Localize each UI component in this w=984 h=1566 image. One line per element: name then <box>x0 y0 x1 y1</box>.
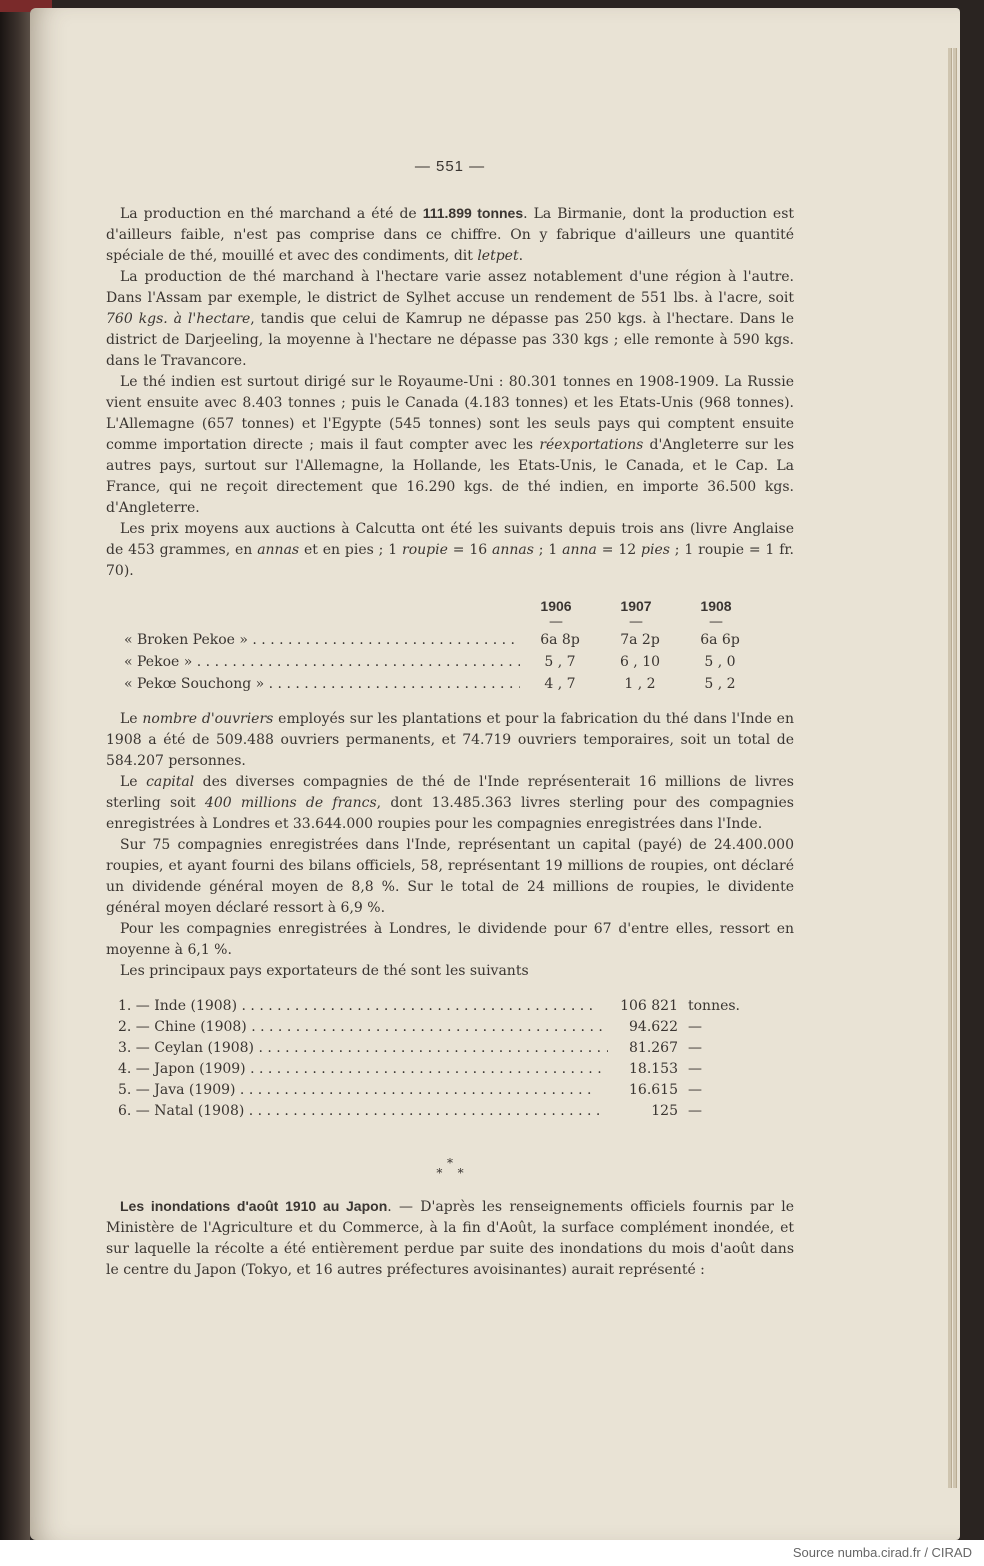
text: = 12 <box>596 542 641 558</box>
text: Les prix moyens aux auctions à Calcutta ont été les suivants depuis trois ans (livre Anglaise de 453 grammes, en <box>106 521 794 558</box>
asterisk: * <box>457 1166 464 1180</box>
book-spine <box>0 0 30 1540</box>
cell-value: 1 , 2 <box>624 676 656 692</box>
paragraph-hectare <box>106 267 794 372</box>
cell-value: 7a 2p <box>620 632 660 648</box>
cell-value: 5 , 7 <box>544 654 576 670</box>
row-label: « Broken Pekoe » . . . <box>106 629 520 651</box>
italic-term: réexportations <box>539 437 644 453</box>
asterisk: * <box>447 1156 453 1170</box>
row-label: 1. — Inde (1908) . . . <box>106 996 608 1017</box>
page-edge <box>948 48 952 1488</box>
cell-value: 6a 6p <box>700 632 740 648</box>
italic-term: capital <box>146 774 195 790</box>
italic-term: nombre d'ouvriers <box>142 711 274 727</box>
cell-value: 94.622 <box>629 1019 678 1035</box>
cell-unit: — <box>688 1082 702 1098</box>
paragraph-floods <box>106 1196 794 1281</box>
table-row <box>106 629 794 651</box>
cell-unit: — <box>688 1040 702 1056</box>
table-row <box>106 1080 794 1101</box>
dash: — <box>549 614 563 630</box>
table-row <box>106 1059 794 1080</box>
header-rules <box>106 614 794 630</box>
cell-value: 125 <box>651 1103 678 1119</box>
row-label: 4. — Japon (1909) . . . <box>106 1059 608 1080</box>
price-table-header <box>106 596 794 617</box>
source-credit: Source numba.cirad.fr / CIRAD <box>792 1545 972 1560</box>
price-table <box>106 596 794 695</box>
cell-value: 6 , 10 <box>619 654 661 670</box>
dash: — <box>629 614 643 630</box>
year-header: 1908 <box>700 598 732 614</box>
page-content <box>106 156 794 1281</box>
row-label: « Pekoe » . . . <box>106 651 520 673</box>
text: d'Angleterre sur les autres pays, surtout sur l'Allemagne, la Hollande, les Etats-Unis, le Canada, et le Cap. La France, qui ne reçoit directement que 16.290 kgs. de thé indien, en importe 36.500 kgs. d'Angleterre. <box>106 437 795 516</box>
italic-term: anna <box>562 542 597 558</box>
paragraph-london: Pour les compagnies enregistrées à Londres, le dividende pour 67 d'entre elles, ressort en moyenne à 6,1 %. <box>106 921 794 958</box>
text: . — D'après les renseignements officiels fournis par le Ministère de l'Agriculture et du Commerce, à la fin d'Août, la surface complément inondée, et sur laquelle la récolte a été entièrement perdue par suite des inondations du mois d'août dans le centre du Japon (Tokyo, et 16 autres préfectures avoisinantes) aurait représenté : <box>106 1199 794 1278</box>
cell-value: 106 821 <box>620 998 678 1014</box>
table-row <box>106 1038 794 1059</box>
italic-term: 400 millions de francs <box>204 795 377 811</box>
section-heading: Les inondations d'août 1910 au Japon <box>120 1198 388 1214</box>
text: Le <box>120 711 143 727</box>
text: , tandis que celui de Kamrup ne dépasse pas 250 kgs. à l'hectare. Dans le district de Darjeeling, la moyenne à l'hectare ne dépasse pas 330 kgs ; elle remonte à 590 kgs. dans le Travancore. <box>106 311 794 369</box>
text: ; 1 roupie = 1 fr. 70). <box>106 542 794 579</box>
row-label: 5. — Java (1909) . . . <box>106 1080 608 1101</box>
paragraph-dividends: Sur 75 compagnies enregistrées dans l'Inde, représentant un capital (payé) de 24.400.000 roupies, et ayant fourni des bilans officiels, 58, représentant 19 millions de roupies, ont déclaré un dividende général moyen de 8,8 %. Sur le total de 24 millions de roupies, le dividente général moyen déclaré ressort à 6,9 %. <box>106 837 794 916</box>
table-row <box>106 673 794 695</box>
page-edge <box>953 48 957 1488</box>
text: employés sur les plantations et pour la fabrication du thé dans l'Inde en 1908 a été de 509.488 ouvriers permanents, et 74.719 ouvriers temporaires, soit un total de 584.207 personnes. <box>106 711 794 769</box>
italic-term: pies <box>641 542 670 558</box>
paragraph-prices <box>106 519 794 582</box>
text: Le <box>120 774 147 790</box>
table-row <box>106 996 794 1017</box>
year-header: 1907 <box>620 598 652 614</box>
text: ; 1 <box>533 542 563 558</box>
asterisk-pair <box>106 1168 794 1178</box>
text: . <box>518 248 524 264</box>
cell-unit: — <box>688 1061 702 1077</box>
cell-value: 5 , 2 <box>704 676 736 692</box>
cell-value: 16.615 <box>629 1082 678 1098</box>
paragraph-capital <box>106 772 794 835</box>
italic-term: 760 kgs. à l'hectare <box>106 311 251 327</box>
cell-value: 6a 8p <box>540 632 580 648</box>
italic-term: roupie <box>402 542 448 558</box>
paragraph-production <box>106 203 794 267</box>
italic-term: annas <box>257 542 300 558</box>
export-table <box>106 996 794 1122</box>
cell-value: 81.267 <box>629 1040 678 1056</box>
cell-unit: — <box>688 1019 702 1035</box>
paragraph-exports <box>106 372 794 519</box>
row-label: 2. — Chine (1908) . . . <box>106 1017 608 1038</box>
text: Le thé indien est surtout dirigé sur le Royaume-Uni : 80.301 tonnes en 1908-1909. La Russie vient ensuite avec 8.403 tonnes ; puis le Canada (4.183 tonnes) et les Etats-Unis (968 tonnes). L'Allemagne (657 tonnes) et l'Egypte (545 tonnes) sont les seuls pays qui comptent ensuite comme importation directe ; mais il faut compter avec les <box>106 374 794 453</box>
text: des diverses compagnies de thé de l'Inde représenterait 16 millions de livres sterling soit <box>106 774 794 811</box>
cell-unit: — <box>688 1103 702 1119</box>
italic-term: letpet <box>477 248 519 264</box>
text: La production en thé marchand a été de <box>120 206 423 222</box>
text: . La Birmanie, dont la production est d'ailleurs faible, n'est pas comprise dans ce chiffre. On y fabrique d'ailleurs une quantité spéciale de thé, mouillé et avec des condiments, dit <box>106 206 795 264</box>
cell-value: 18.153 <box>629 1061 678 1077</box>
row-label: « Pekœ Souchong » . . . <box>106 673 520 695</box>
dash: — <box>709 614 723 630</box>
section-separator <box>106 1158 794 1178</box>
cell-value: 4 , 7 <box>544 676 576 692</box>
text: La production de thé marchand à l'hectare varie assez notablement d'une région à l'autre. Dans l'Assam par exemple, le district de Sylhet accuse un rendement de 551 lbs. à l'acre, soit <box>106 269 794 306</box>
paragraph-workers <box>106 709 794 772</box>
asterisk: * <box>436 1166 443 1180</box>
row-label: 6. — Natal (1908) . . . <box>106 1101 608 1122</box>
text: = 16 <box>447 542 493 558</box>
row-label: 3. — Ceylan (1908) . . . <box>106 1038 608 1059</box>
table-row <box>106 1101 794 1122</box>
bold-figure: 111.899 tonnes <box>422 205 524 221</box>
cell-unit: tonnes. <box>688 998 741 1014</box>
italic-term: annas <box>492 542 534 558</box>
text: et en pies ; 1 <box>299 542 403 558</box>
cell-value: 5 , 0 <box>704 654 736 670</box>
year-header: 1906 <box>540 598 572 614</box>
text: , dont 13.485.363 livres sterling pour des compagnies enregistrées à Londres et 33.644.000 roupies pour les compagnies enregistrées dans l'Inde. <box>106 795 794 832</box>
paragraph-exporters-intro: Les principaux pays exportateurs de thé sont les suivants <box>120 963 529 979</box>
table-row <box>106 651 794 673</box>
page-number: — 551 — <box>414 158 486 175</box>
table-row <box>106 1017 794 1038</box>
